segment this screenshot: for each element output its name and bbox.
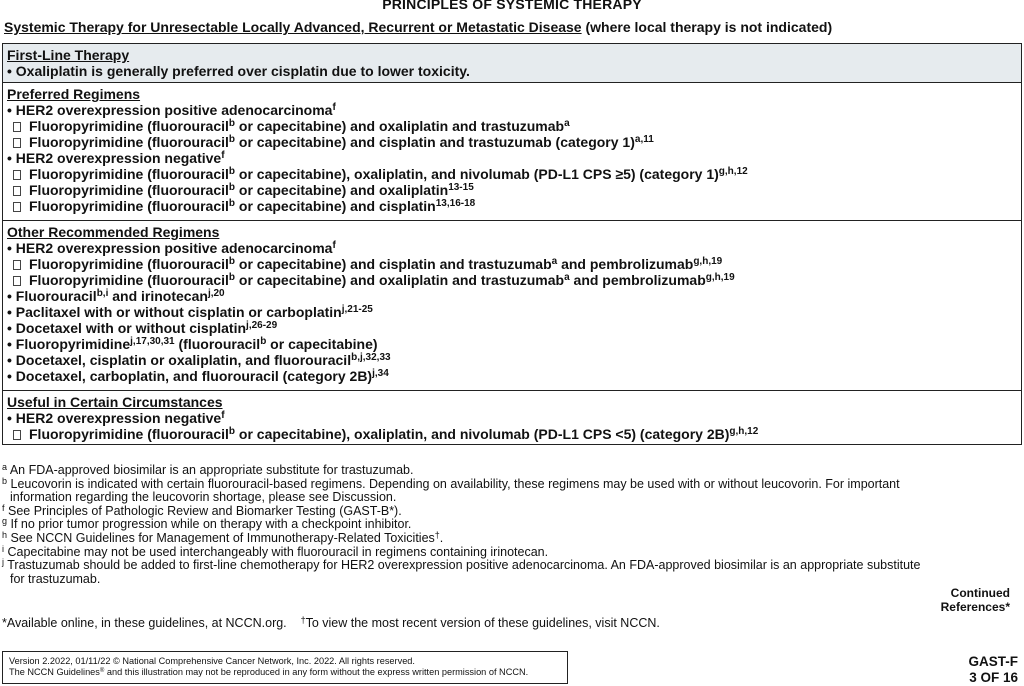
regimen-line: • Docetaxel, carboplatin, and fluorouracil (category 2B)$^{j,34}$ bbox=[7, 368, 389, 384]
box-bullet-icon bbox=[13, 186, 21, 196]
footnote: $^j$ Trastuzumab should be added to first-line chemotherapy for HER2 overexpression positive adenocarcinoma. An FDA-approved biosimilar is an appropriate substitute bbox=[2, 557, 921, 573]
box-bullet-icon bbox=[13, 122, 21, 132]
box-bullet-icon bbox=[13, 138, 21, 148]
page-code: GAST-F bbox=[968, 654, 1018, 669]
footnote-cont: for trastuzumab. bbox=[10, 571, 101, 586]
box-bullet-icon bbox=[13, 170, 21, 180]
preferred-header: Preferred Regimens bbox=[7, 86, 141, 102]
regimen-line: • Fluoropyrimidine$^{j,17,30,31}$ (fluorouracil$^b$ or capecitabine) bbox=[7, 336, 378, 352]
useful-header: Useful in Certain Circumstances bbox=[7, 394, 223, 410]
footnote: $^a$ An FDA-approved biosimilar is an appropriate substitute for trastuzumab. bbox=[2, 462, 414, 477]
footnote: $^f$ See Principles of Pathologic Review and Biomarker Testing (GAST-B*). bbox=[2, 502, 402, 518]
version-line: Version 2.2022, 01/11/22 © National Comprehensive Cancer Network, Inc. 2022. All rights reserved. bbox=[9, 656, 415, 666]
regimen-line: • HER2 overexpression negative$^f$ bbox=[7, 410, 225, 426]
useful-box bbox=[2, 390, 1022, 445]
footnotes bbox=[2, 464, 1018, 586]
regimen-line: • Docetaxel, cisplatin or oxaliplatin, and fluorouracil$^{b,j,32,33}$ bbox=[7, 352, 391, 368]
regimen-line: Fluoropyrimidine (fluorouracil$^b$ or capecitabine) and cisplatin and trastuzumab (category 1)$^{a,11}$ bbox=[7, 134, 1021, 150]
regimen-line: Fluoropyrimidine (fluorouracil$^b$ or capecitabine) and oxaliplatin and trastuzumab$^a$ and pembrolizumab$^{g,h,19}$ bbox=[7, 272, 1021, 288]
regimen-line: Fluoropyrimidine (fluorouracil$^b$ or capecitabine), oxaliplatin, and nivolumab (PD-L1 CPS ≥5) (category 1)$^{g,h,12}$ bbox=[7, 166, 1021, 182]
page-title: PRINCIPLES OF SYSTEMIC THERAPY bbox=[382, 0, 642, 12]
box-bullet-icon bbox=[13, 260, 21, 270]
regimen-line: • Docetaxel with or without cisplatin$^{j,26-29}$ bbox=[7, 320, 278, 336]
first-line-box bbox=[2, 43, 1022, 83]
regimen-line: Fluoropyrimidine (fluorouracil$^b$ or capecitabine) and oxaliplatin and trastuzumab$^a$ bbox=[7, 118, 1021, 134]
continued-links bbox=[941, 586, 1010, 614]
regimen-line: • HER2 overexpression negative$^f$ bbox=[7, 150, 225, 166]
regimen-line: • HER2 overexpression positive adenocarcinoma$^f$ bbox=[7, 240, 336, 256]
page-number: 3 OF 16 bbox=[969, 670, 1018, 685]
footnote: $^g$ If no prior tumor progression while on therapy with a checkpoint inhibitor. bbox=[2, 516, 412, 532]
preferred-regimens-box bbox=[2, 82, 1022, 221]
availability-note: *Available online, in these guidelines, at NCCN.org. †To view the most recent version of these guidelines, visit NCCN. bbox=[2, 615, 660, 630]
first-line-note: • Oxaliplatin is generally preferred over cisplatin due to lower toxicity. bbox=[7, 63, 470, 79]
references-link[interactable]: References* bbox=[940, 600, 1010, 614]
footnote-cont: information regarding the leucovorin shortage, please see Discussion. bbox=[10, 490, 397, 505]
continued-link[interactable]: Continued bbox=[950, 586, 1010, 600]
regimen-line: Fluoropyrimidine (fluorouracil$^b$ or capecitabine) and cisplatin and trastuzumab$^a$ and pembrolizumab$^{g,h,19}$ bbox=[7, 256, 1021, 272]
subtitle-underlined: Systemic Therapy for Unresectable Locally Advanced, Recurrent or Metastatic Disease bbox=[4, 19, 582, 35]
regimen-line: • Fluorouracil$^{b,i}$ and irinotecan$^{j,20}$ bbox=[7, 288, 225, 304]
other-regimens-box bbox=[2, 220, 1022, 391]
regimen-line: Fluoropyrimidine (fluorouracil$^b$ or capecitabine), oxaliplatin, and nivolumab (PD-L1 CPS <5) (category 2B)$^{g,h,12}$ bbox=[7, 426, 1021, 442]
box-bullet-icon bbox=[13, 276, 21, 286]
footnote: $^h$ See NCCN Guidelines for Management of Immunotherapy-Related Toxicities†. bbox=[2, 529, 444, 545]
footnote: $^i$ Capecitabine may not be used interchangeably with fluorouracil in regimens containing irinotecan. bbox=[2, 543, 549, 559]
box-bullet-icon bbox=[13, 430, 21, 440]
other-header: Other Recommended Regimens bbox=[7, 224, 220, 240]
regimen-line: Fluoropyrimidine (fluorouracil$^b$ or capecitabine) and oxaliplatin$^{13-15}$ bbox=[7, 182, 1021, 198]
first-line-header: First-Line Therapy bbox=[7, 47, 130, 63]
copyright-line: The NCCN Guidelines® and this illustration may not be reproduced in any form without the express written permission of NCCN. bbox=[9, 667, 529, 677]
regimen-line: • HER2 overexpression positive adenocarcinoma$^f$ bbox=[7, 102, 336, 118]
version-box bbox=[2, 651, 568, 684]
section-subtitle bbox=[4, 19, 832, 35]
page-id bbox=[969, 654, 1019, 686]
regimen-line: Fluoropyrimidine (fluorouracil$^b$ or capecitabine) and cisplatin$^{13,16-18}$ bbox=[7, 198, 1021, 214]
footnote: $^b$ Leucovorin is indicated with certain fluorouracil-based regimens. Depending on availability, these regimens may be used with or without leucovorin. For important bbox=[2, 475, 900, 491]
subtitle-rest: (where local therapy is not indicated) bbox=[581, 19, 833, 35]
regimen-line: • Paclitaxel with or without cisplatin or carboplatin$^{j,21-25}$ bbox=[7, 304, 373, 320]
box-bullet-icon bbox=[13, 202, 21, 212]
